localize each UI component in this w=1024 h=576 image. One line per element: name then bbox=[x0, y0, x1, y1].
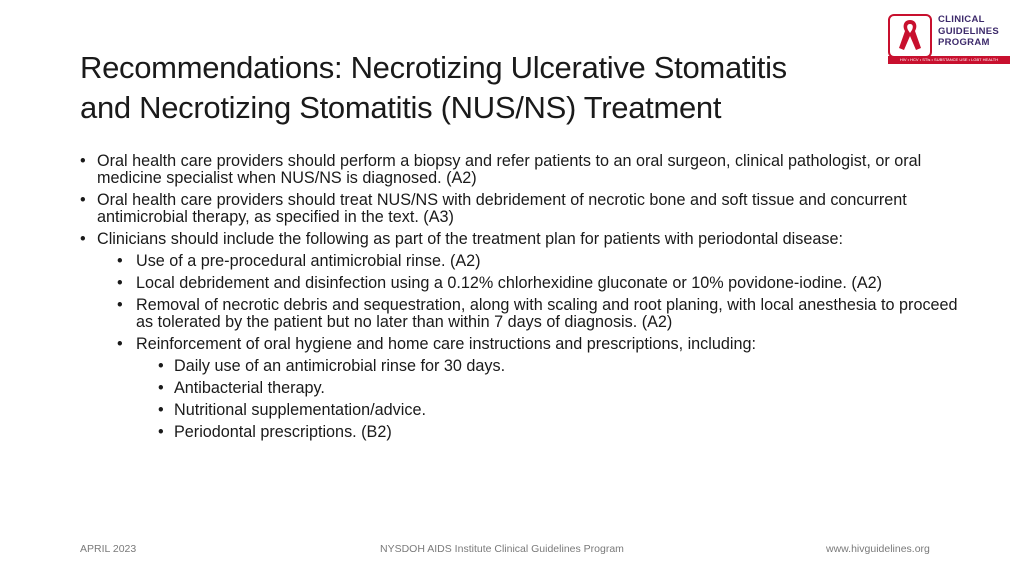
bullet-marker: • bbox=[117, 335, 123, 353]
slide-title bbox=[80, 48, 880, 128]
bullet-marker: • bbox=[117, 296, 123, 314]
bullet-marker: • bbox=[158, 379, 164, 397]
bullet-marker: • bbox=[158, 357, 164, 375]
sub-sub-list-item-text: Antibacterial therapy. bbox=[174, 379, 325, 397]
list-item-text: Oral health care providers should treat NUS/NS with debridement of necrotic bone and soft tissue and concurrent antimicrobial therapy, as specified in the text. (A3) bbox=[97, 191, 907, 226]
list-item-text: Oral health care providers should perform a biopsy and refer patients to an oral surgeon, clinical pathologist, or oral medicine specialist when NUS/NS is diagnosed. (A2) bbox=[97, 152, 922, 187]
list-item bbox=[80, 192, 960, 226]
footer-org: NYSDOH AIDS Institute Clinical Guidelines Program bbox=[380, 543, 624, 555]
sub-sub-list-item bbox=[158, 402, 960, 419]
logo-tagline: HIV • HCV • STIs • SUBSTANCE USE • LGBT HEALTH bbox=[888, 56, 1010, 64]
bullet-content bbox=[80, 153, 960, 446]
sub-list-item bbox=[114, 253, 960, 270]
bullet-marker: • bbox=[80, 230, 86, 248]
bullet-marker: • bbox=[158, 423, 164, 441]
sub-sub-list-item bbox=[158, 358, 960, 375]
title-line-2: and Necrotizing Stomatitis (NUS/NS) Treatment bbox=[80, 90, 722, 125]
bullet-marker: • bbox=[117, 274, 123, 292]
title-line-1: Recommendations: Necrotizing Ulcerative Stomatitis bbox=[80, 50, 787, 85]
sub-list-item-text: Use of a pre-procedural antimicrobial rinse. (A2) bbox=[136, 252, 481, 270]
sub-list-item-text: Removal of necrotic debris and sequestration, along with scaling and root planing, with local anesthesia to proceed as tolerated by the patient but no later than within 7 days of diagnosis. (A2) bbox=[136, 296, 958, 331]
sub-sub-list-item bbox=[158, 424, 960, 441]
red-ribbon-icon bbox=[896, 18, 924, 52]
sub-list-item bbox=[114, 275, 960, 292]
sub-list-item bbox=[114, 297, 960, 331]
sub-sub-bullet-list bbox=[136, 358, 960, 441]
footer-url: www.hivguidelines.org bbox=[826, 543, 930, 555]
bullet-marker: • bbox=[117, 252, 123, 270]
logo-wordmark bbox=[938, 14, 999, 49]
list-item-text: Clinicians should include the following as part of the treatment plan for patients with periodontal disease: bbox=[97, 230, 843, 248]
bullet-marker: • bbox=[158, 401, 164, 419]
logo-line-1: CLINICAL bbox=[938, 14, 985, 25]
logo-line-3: PROGRAM bbox=[938, 37, 990, 48]
clinical-guidelines-logo bbox=[888, 14, 1010, 64]
bullet-list bbox=[80, 153, 960, 441]
sub-list-item bbox=[114, 336, 960, 441]
sub-sub-list-item-text: Periodontal prescriptions. (B2) bbox=[174, 423, 392, 441]
bullet-marker: • bbox=[80, 152, 86, 170]
sub-list-item-text: Local debridement and disinfection using a 0.12% chlorhexidine gluconate or 10% povidone-iodine. (A2) bbox=[136, 274, 883, 292]
footer-date: APRIL 2023 bbox=[80, 543, 137, 555]
sub-bullet-list bbox=[97, 253, 960, 441]
sub-sub-list-item bbox=[158, 380, 960, 397]
logo-line-2: GUIDELINES bbox=[938, 25, 1000, 37]
sub-sub-list-item-text: Nutritional supplementation/advice. bbox=[174, 401, 426, 419]
sub-sub-list-item-text: Daily use of an antimicrobial rinse for 30 days. bbox=[174, 357, 506, 375]
sub-list-item-text: Reinforcement of oral hygiene and home care instructions and prescriptions, including: bbox=[136, 335, 756, 353]
list-item bbox=[80, 153, 960, 187]
list-item bbox=[80, 231, 960, 441]
bullet-marker: • bbox=[80, 191, 86, 209]
